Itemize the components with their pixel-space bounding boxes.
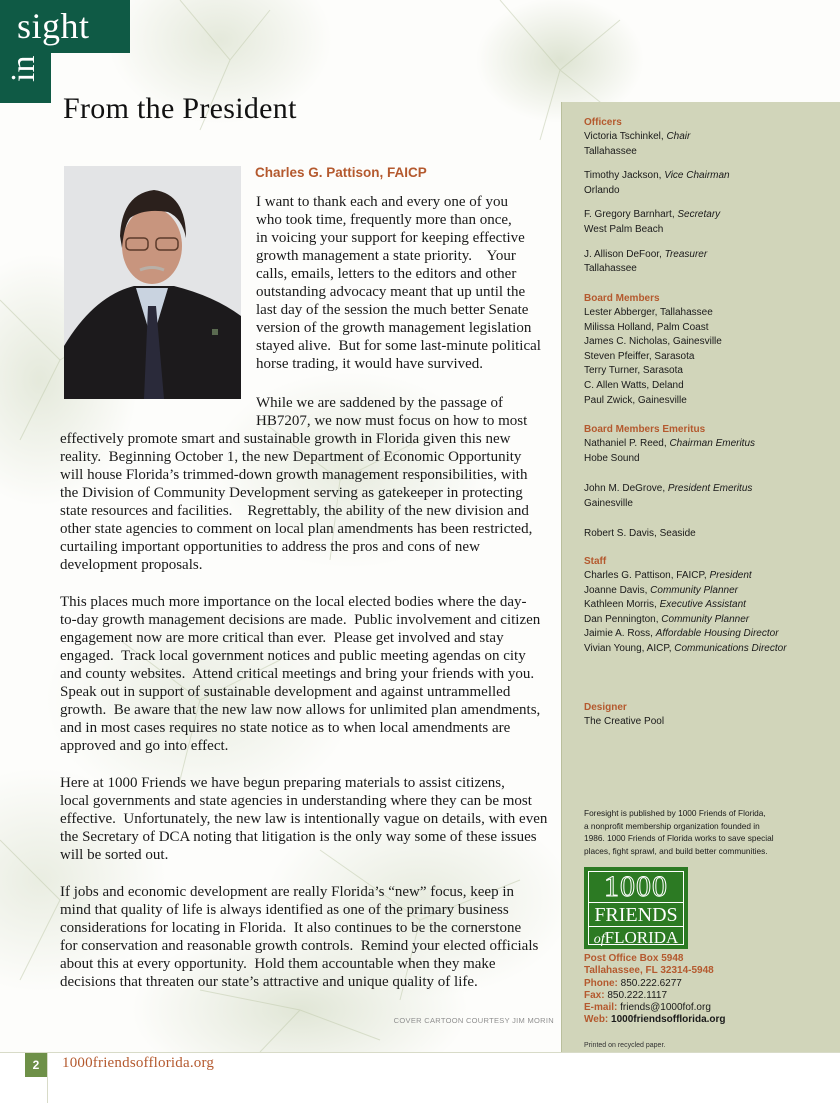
- text-line: horse trading, it would have survived.: [256, 356, 484, 372]
- person-name: Jaimie A. Ross,: [584, 628, 656, 640]
- text-line: While we are saddened by the passage of: [256, 395, 503, 411]
- person-role: Community Planner: [650, 584, 738, 596]
- text-line: mind that quality of life is always identified as one of the primary business: [60, 902, 509, 918]
- logo-line-of-florida: [589, 926, 683, 948]
- staff-member: [584, 627, 839, 642]
- person-role: Executive Assistant: [659, 599, 746, 611]
- person-name: Nathaniel P. Reed,: [584, 438, 670, 449]
- article-paragraph-1: [256, 193, 546, 373]
- person-role: Chair: [666, 131, 691, 142]
- person-role: Treasurer: [664, 248, 708, 260]
- email-row: [584, 1002, 834, 1014]
- person-name: Kathleen Morris,: [584, 599, 660, 611]
- web-link[interactable]: 1000friendsofflorida.org: [608, 1014, 726, 1026]
- person-name: Dan Pennington,: [584, 613, 662, 625]
- person-name: J. Allison DeFoor,: [584, 248, 665, 260]
- text-line: engaged. Track local government notices and public meeting agendas on city: [60, 648, 526, 664]
- text-line: decisions that threaten our state’s attractive and unique quality of life.: [60, 974, 478, 990]
- person-name: Victoria Tschinkel,: [584, 131, 667, 142]
- text-line: and county websites. Attend critical meetings and bring your friends with you.: [60, 666, 535, 682]
- board-heading: Board Members: [584, 293, 660, 304]
- cover-credit: COVER CARTOON COURTESY JIM MORIN: [393, 1016, 554, 1025]
- emeritus-name: [584, 437, 839, 452]
- phone-label: Phone:: [584, 977, 618, 989]
- page-number: 2: [25, 1053, 47, 1077]
- phone-row: [584, 978, 834, 990]
- about-line: places, fight sprawl, and build better communities.: [584, 845, 768, 856]
- text-line: will be sorted out.: [60, 847, 169, 863]
- web-label: Web:: [584, 1014, 609, 1026]
- about-line: a nonprofit membership organization founded in: [584, 820, 760, 831]
- staff-member: [584, 598, 839, 613]
- text-line: in voicing your support for keeping effective: [256, 230, 525, 246]
- board-member: Paul Zwick, Gainesville: [584, 394, 687, 406]
- web-row: [584, 1014, 834, 1026]
- text-line: to-day growth management decisions are made. Public involvement and citizen: [60, 612, 541, 628]
- officer-name: [584, 208, 839, 223]
- text-line: version of the growth management legislation: [256, 320, 532, 336]
- email-label: E-mail:: [584, 1002, 618, 1014]
- about-line: Foresight is published by 1000 Friends of Florida,: [584, 808, 766, 818]
- person-name: Timothy Jackson,: [584, 170, 665, 182]
- designer-section: [584, 701, 839, 730]
- text-line: and in most cases requires no state notice as to when local amendments are: [60, 720, 511, 736]
- portrait-illustration: [64, 166, 241, 399]
- person-role: Vice Chairman: [664, 170, 730, 182]
- person-role: President: [709, 570, 752, 581]
- person-role: Secretary: [677, 209, 721, 221]
- person-name: Vivian Young, AICP,: [584, 642, 675, 654]
- about-line: 1986. 1000 Friends of Florida works to save special: [584, 833, 774, 843]
- article-author: Charles G. Pattison, FAICP: [255, 165, 427, 180]
- text-line: last day of the session the much better Senate: [256, 302, 529, 318]
- president-photo: [64, 166, 241, 399]
- emeritus-name: [584, 482, 839, 497]
- board-section: [584, 292, 839, 408]
- person-name: Charles G. Pattison, FAICP,: [584, 570, 710, 581]
- text-line: curtailing important opportunities to address the pros and cons of new: [60, 539, 480, 555]
- staff-member: [584, 642, 839, 657]
- officer-city: Tallahassee: [584, 145, 637, 157]
- text-line: the Division of Community Development serving as gatekeeper in protecting: [60, 485, 523, 501]
- po-box: Post Office Box 5948: [584, 953, 684, 964]
- 1000-friends-logo: [584, 867, 688, 949]
- text-line: growth management a state priority. Your: [256, 248, 516, 264]
- text-line: This places much more importance on the local elected bodies where the day-: [60, 594, 527, 610]
- article-paragraph-3: [60, 593, 550, 755]
- text-line: I want to thank each and every one of you: [256, 194, 508, 210]
- officer-city: Tallahassee: [584, 263, 637, 275]
- text-line: engagement now are more critical than ever. Please get involved and stay: [60, 630, 504, 646]
- logo-of: of: [593, 932, 605, 947]
- article-paragraph-2-start: [256, 394, 546, 430]
- logo-frame: [588, 871, 684, 945]
- text-line: other state agencies to comment on local plan amendments has been restricted,: [60, 521, 533, 537]
- emeritus-section: [584, 423, 839, 542]
- person-name: Joanne Davis,: [584, 584, 651, 596]
- person-role: Affordable Housing Director: [655, 628, 779, 640]
- text-line: who took time, frequently more than once,: [256, 212, 512, 228]
- logo-florida: FLORIDA: [604, 928, 679, 947]
- text-line: effective. Unfortunately, the new law is intentionally vague on details, with even: [60, 811, 548, 827]
- emeritus-city: Hobe Sound: [584, 452, 640, 464]
- person-name: F. Gregory Barnhart,: [584, 209, 678, 221]
- footer-url-link[interactable]: 1000friendsofflorida.org: [62, 1055, 215, 1071]
- logo-line-friends: FRIENDS: [589, 902, 683, 926]
- staff-member: [584, 584, 839, 599]
- masthead-word-sight: sight: [17, 6, 90, 46]
- text-line: local governments and state agencies in understanding where they can be most: [60, 793, 532, 809]
- emeritus-other: Robert S. Davis, Seaside: [584, 528, 696, 540]
- text-line: reality. Beginning October 1, the new Department of Economic Opportunity: [60, 449, 522, 465]
- officers-section: [584, 116, 839, 277]
- page-title: From the President: [63, 92, 297, 125]
- board-member: Milissa Holland, Palm Coast: [584, 321, 709, 333]
- staff-section: [584, 555, 839, 657]
- article-paragraph-5: [60, 883, 550, 991]
- text-line: Here at 1000 Friends we have begun preparing materials to assist citizens,: [60, 775, 505, 791]
- staff-member: [584, 569, 839, 584]
- designer-name: The Creative Pool: [584, 716, 665, 727]
- staff-member: [584, 613, 839, 628]
- printed-note: Printed on recycled paper.: [584, 1042, 666, 1049]
- officer-name: [584, 130, 839, 145]
- footer-divider: [0, 1052, 840, 1053]
- designer-heading: Designer: [584, 702, 627, 713]
- text-line: for conservation and reasonable growth controls. Remind your elected officials: [60, 938, 539, 954]
- sidebar-masthead: [561, 102, 840, 1052]
- fax-value: 850.222.1117: [604, 989, 668, 1001]
- text-line: HB7207, we now must focus on how to most: [256, 413, 528, 429]
- text-line: Speak out in support of sustainable development and against untrammelled: [60, 684, 511, 700]
- officer-name: [584, 248, 839, 263]
- emeritus-heading: Board Members Emeritus: [584, 424, 706, 435]
- text-line: If jobs and economic development are really Florida’s “new” focus, keep in: [60, 884, 515, 900]
- text-line: development proposals.: [60, 557, 203, 573]
- emeritus-city: Gainesville: [584, 497, 633, 509]
- officers-heading: Officers: [584, 117, 622, 128]
- text-line: calls, emails, letters to the editors and other: [256, 266, 517, 282]
- fax-row: [584, 990, 834, 1002]
- footer-vertical-rule: [47, 1053, 48, 1103]
- person-role: Communications Director: [674, 642, 787, 654]
- text-line: stayed alive. But for some last-minute political: [256, 338, 541, 354]
- staff-heading: Staff: [584, 556, 607, 567]
- board-member: Steven Pfeiffer, Sarasota: [584, 350, 695, 362]
- person-role: President Emeritus: [667, 483, 753, 495]
- text-line: about this at every opportunity. Hold them accountable when they make: [60, 956, 496, 972]
- text-line: the Secretary of DCA noting that litigation is the only way some of these issues: [60, 829, 537, 845]
- phone-value: 850.222.6277: [617, 977, 682, 989]
- logo-line-1000: 1000: [604, 870, 668, 903]
- person-role: Community Planner: [661, 613, 750, 625]
- officer-city: Orlando: [584, 184, 620, 196]
- text-line: considerations for locating in Florida. It also continues to be the cornerstone: [60, 920, 522, 936]
- board-member: Lester Abberger, Tallahassee: [584, 307, 713, 318]
- text-line: state resources and facilities. Regrettably, the ability of the new division and: [60, 503, 529, 519]
- person-name: John M. DeGrove,: [584, 483, 668, 495]
- text-line: outstanding advocacy meant that up until the: [256, 284, 526, 300]
- article-paragraph-4: [60, 774, 550, 864]
- city-state-zip: Tallahassee, FL 32314-5948: [584, 965, 714, 977]
- officer-name: [584, 169, 839, 184]
- text-line: will house Florida’s trimmed-down growth management responsibilities, with: [60, 467, 528, 483]
- email-link[interactable]: friends@1000fof.org: [617, 1002, 711, 1014]
- text-line: effectively promote smart and sustainable growth in Florida given this new: [60, 431, 511, 447]
- masthead-word-in: in: [5, 55, 42, 82]
- text-line: approved and go into effect.: [60, 738, 229, 754]
- fax-label: Fax:: [584, 989, 605, 1001]
- board-member: C. Allen Watts, Deland: [584, 379, 684, 391]
- contact-info: [584, 953, 834, 1027]
- article-paragraph-2-cont: [60, 430, 550, 574]
- about-blurb: [584, 807, 834, 857]
- person-role: Chairman Emeritus: [669, 438, 756, 449]
- officer-city: West Palm Beach: [584, 223, 664, 235]
- text-line: growth. Be aware that the new law now allows for unlimited plan amendments,: [60, 702, 541, 718]
- board-member: James C. Nicholas, Gainesville: [584, 336, 722, 348]
- board-member: Terry Turner, Sarasota: [584, 365, 683, 377]
